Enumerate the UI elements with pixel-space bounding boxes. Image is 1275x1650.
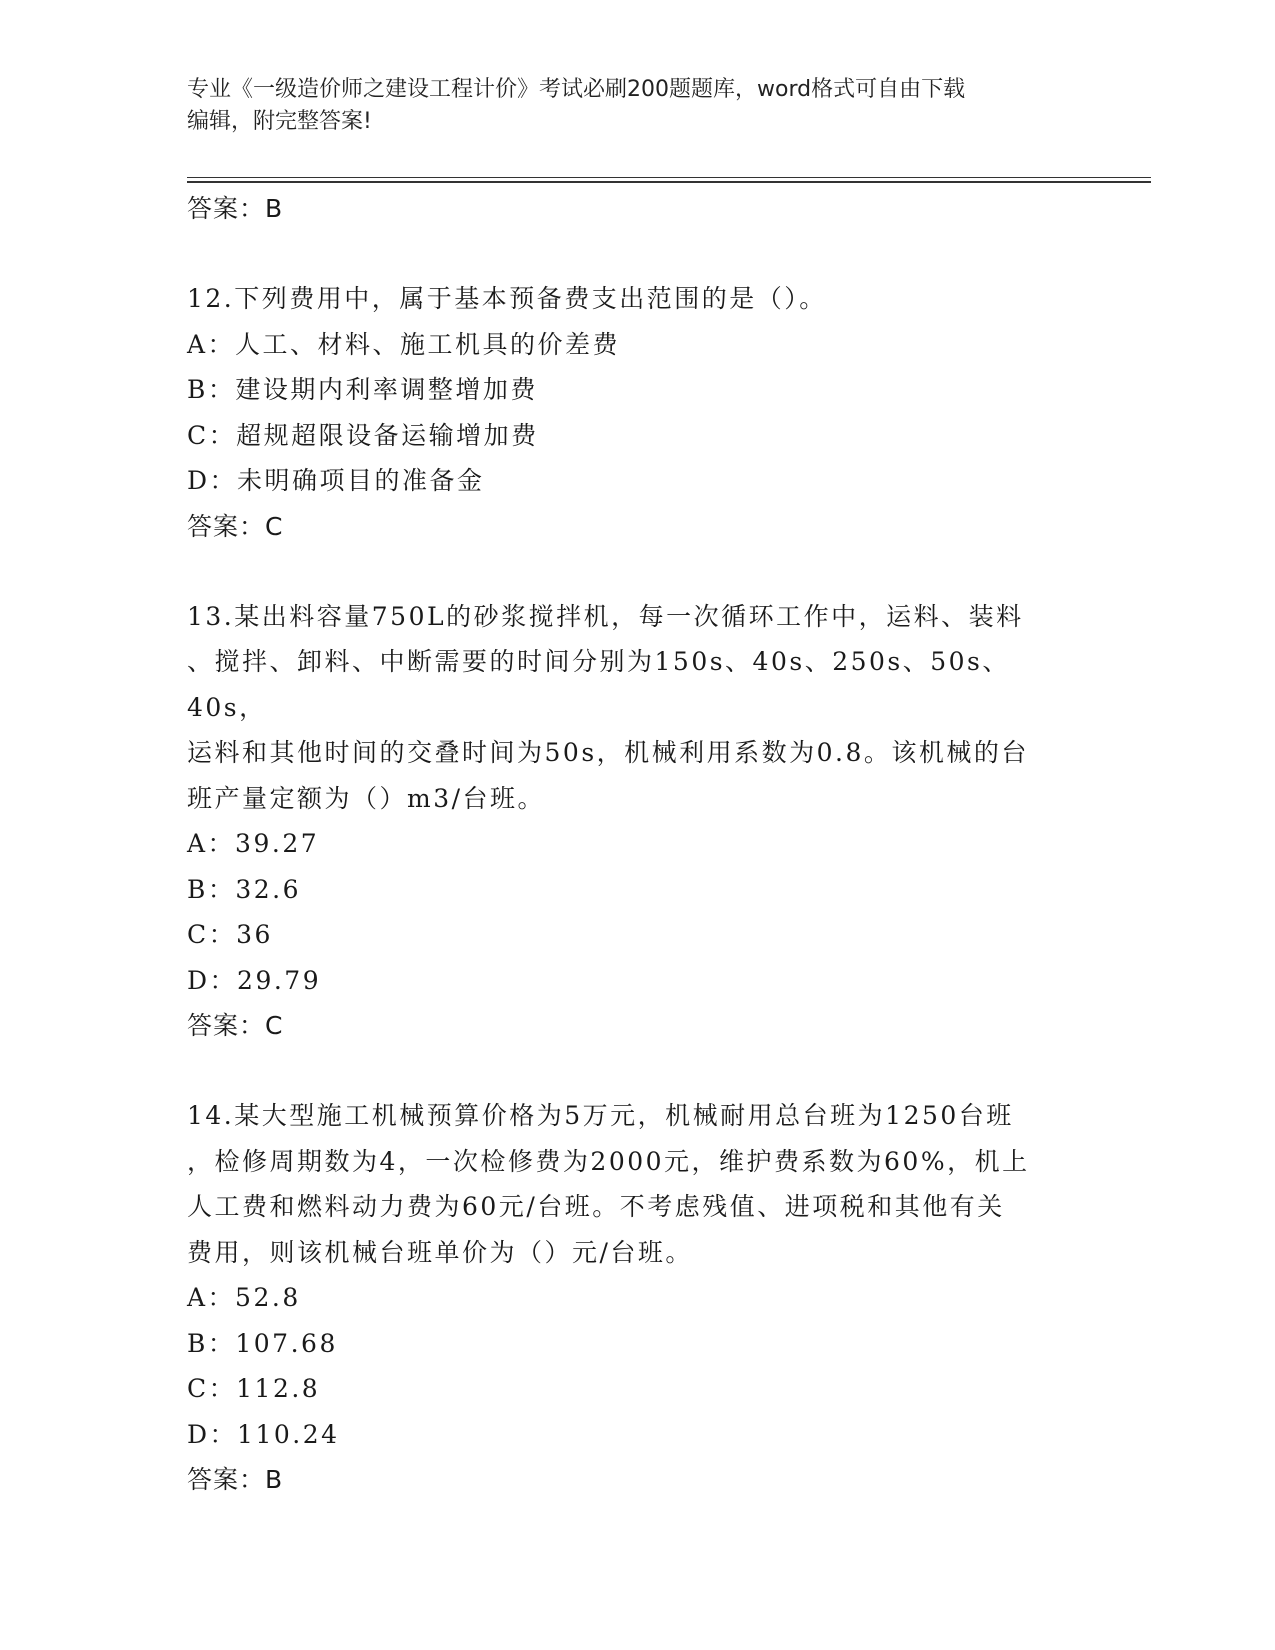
header-line-2: 编辑，附完整答案! [187, 109, 372, 134]
question-13-option-a: A：39.27 [187, 829, 320, 858]
question-12-option-b: B：建设期内利率调整增加费 [187, 375, 538, 404]
question-12 [187, 276, 1087, 550]
spacer [187, 1049, 1087, 1093]
question-13-stem [187, 594, 1087, 822]
header-line-1: 专业《一级造价师之建设工程计价》考试必刷200题题库，word格式可自由下载 [187, 77, 966, 102]
question-12-option-d: D：未明确项目的准备金 [187, 466, 485, 495]
question-14-option-d: D：110.24 [187, 1419, 340, 1449]
question-13 [187, 594, 1087, 1050]
question-14-stem [187, 1093, 1087, 1275]
question-14-stem-line: ，检修周期数为4，一次检修费为2000元，维护费系数为60%，机上 [187, 1146, 1030, 1176]
question-13-stem-line: 13.某出料容量750L的砂浆搅拌机，每一次循环工作中，运料、装料 [187, 601, 1024, 631]
question-14-stem-line: 费用，则该机械台班单价为（）元/台班。 [187, 1237, 693, 1267]
header-divider-thick [187, 181, 1151, 183]
question-13-option-d: D：29.79 [187, 965, 322, 995]
question-12-option-c: C：超规超限设备运输增加费 [187, 420, 539, 450]
question-13-answer: 答案：C [187, 1011, 284, 1040]
question-14-answer: 答案：B [187, 1465, 284, 1494]
question-13-option-c: C：36 [187, 920, 273, 949]
question-13-stem-line: 、搅拌、卸料、中断需要的时间分别为150s、40s、250s、50s、40s， [187, 647, 1010, 722]
question-12-stem: 12.下列费用中，属于基本预备费支出范围的是（）。 [187, 284, 827, 313]
question-14-option-a: A：52.8 [187, 1283, 301, 1312]
question-14-stem-line: 14.某大型施工机械预算价格为5万元，机械耐用总台班为1250台班 [187, 1101, 1014, 1130]
document-header [187, 74, 1067, 138]
question-12-option-a: A：人工、材料、施工机具的价差费 [187, 329, 621, 359]
question-13-stem-line: 班产量定额为（）m3/台班。 [187, 783, 546, 813]
question-13-stem-line: 运料和其他时间的交叠时间为50s，机械利用系数为0.8。该机械的台 [187, 738, 1029, 767]
question-14-option-b: B：107.68 [187, 1328, 338, 1358]
question-14-stem-line: 人工费和燃料动力费为60元/台班。不考虑残值、进项税和其他有关 [187, 1192, 1005, 1221]
header-divider-thin [187, 177, 1151, 178]
question-14-option-c: C：112.8 [187, 1374, 321, 1403]
previous-answer: 答案：B [187, 194, 284, 223]
spacer [187, 550, 1087, 594]
spacer [187, 232, 1087, 276]
question-13-option-b: B：32.6 [187, 874, 302, 904]
question-14 [187, 1093, 1087, 1503]
question-12-answer: 答案：C [187, 511, 284, 541]
question-list [187, 186, 1087, 1503]
